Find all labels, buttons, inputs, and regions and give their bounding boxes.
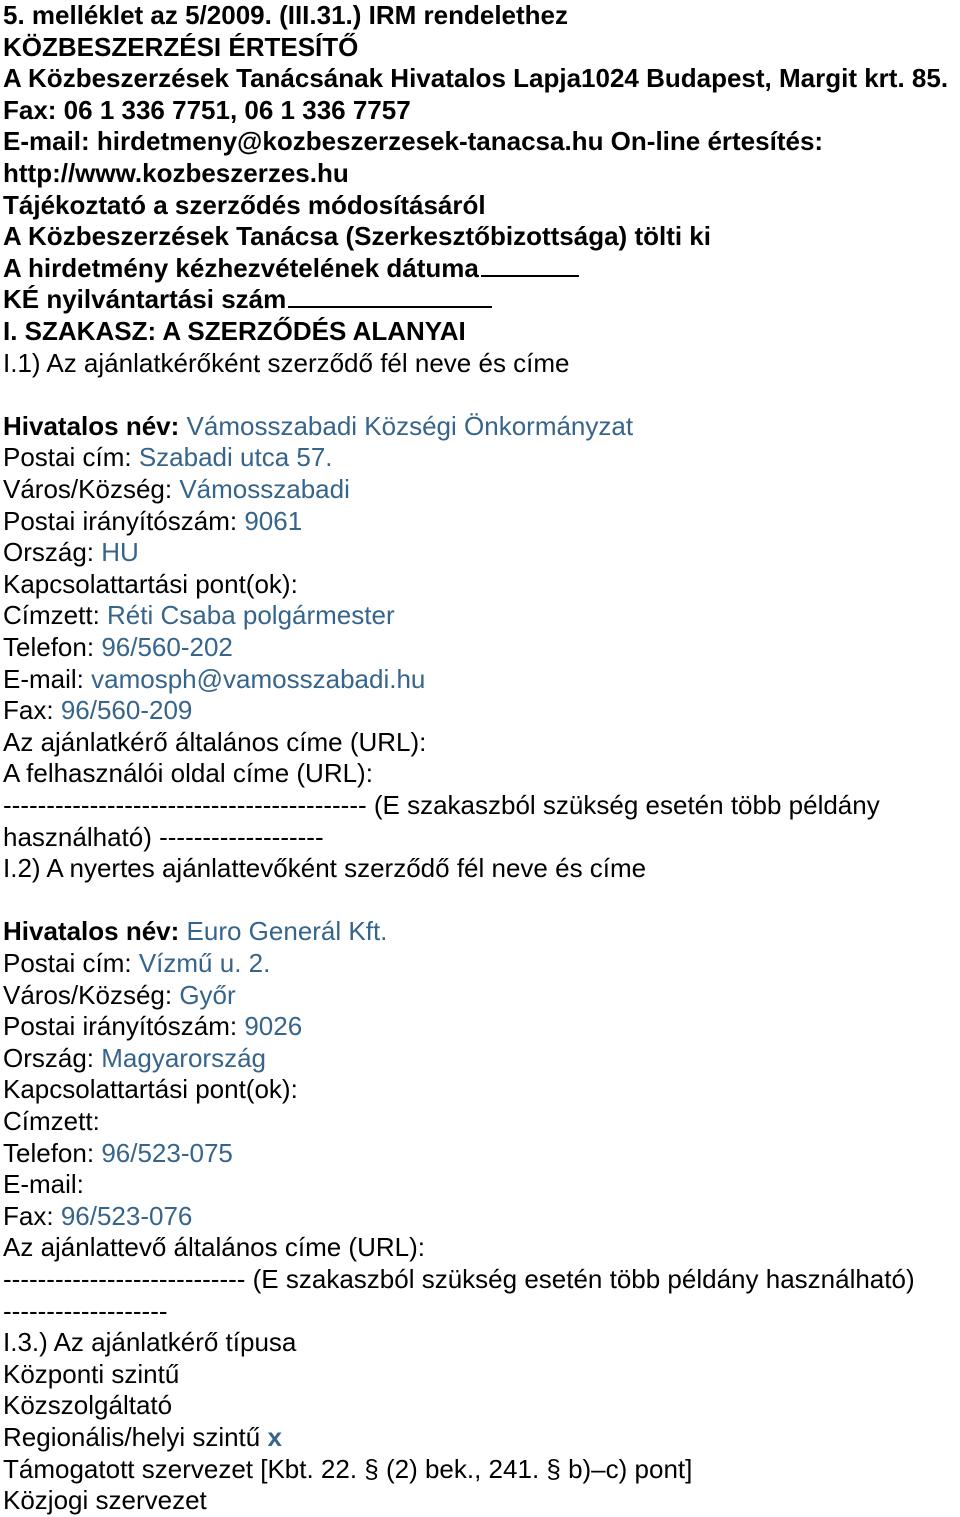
- ke-number-row: [3, 284, 492, 316]
- fax-value: 96/523-076: [60, 1200, 193, 1231]
- town-label: Város/Község:: [3, 979, 173, 1010]
- received-date-label: A hirdetmény kézhezvételének dátuma: [3, 252, 479, 283]
- ca-email-row: [3, 664, 425, 696]
- fax-value: 96/560-209: [60, 695, 193, 726]
- journal-title: KÖZBESZERZÉSI ÉRTESÍTŐ: [3, 31, 359, 62]
- annex-reference: 5. melléklet az 5/2009. (III.31.) IRM rendelethez: [3, 0, 569, 30]
- country-value: Magyarország: [101, 1042, 266, 1073]
- country-label: Ország:: [3, 1042, 95, 1073]
- ca-postal-address-row: [3, 442, 333, 474]
- attention-value: Réti Csaba polgármester: [107, 600, 395, 631]
- phone-label: Telefon:: [3, 632, 95, 662]
- town-value: Vámosszabadi: [179, 474, 350, 504]
- authority-type-option: [3, 1390, 172, 1422]
- filled-by-line: A Közbeszerzések Tanácsa (Szerkesztőbizottsága) tölti ki: [3, 221, 711, 252]
- postal-address-label: Postai cím:: [3, 948, 132, 978]
- wt-email-label: E-mail:: [3, 1169, 84, 1200]
- ke-number-blank: [288, 284, 492, 308]
- wt-separator-1: ---------------------------- (E szakaszból szükség esetén több példány használható): [3, 1264, 915, 1294]
- postcode-value: 9026: [244, 1011, 303, 1042]
- section-1-heading: I. SZAKASZ: A SZERZŐDÉS ALANYAI: [3, 316, 466, 346]
- ca-buyer-profile-label: A felhasználói oldal címe (URL):: [3, 758, 373, 789]
- wt-separator-2: -------------------: [3, 1295, 168, 1326]
- option-label: Központi szintű: [3, 1358, 180, 1389]
- selected-mark: x: [267, 1422, 282, 1452]
- authority-type-option: [3, 1422, 282, 1454]
- wt-fax-row: [3, 1201, 192, 1233]
- received-date-blank: [481, 253, 579, 277]
- section-1-3-heading: I.3.) Az ajánlatkérő típusa: [3, 1327, 297, 1358]
- country-label: Ország:: [3, 537, 95, 568]
- ca-town-row: [3, 474, 350, 506]
- ca-fax-row: [3, 695, 192, 727]
- option-label: Támogatott szervezet [Kbt. 22. § (2) bek., 241. § b)–c) pont]: [3, 1453, 693, 1484]
- email-line: E-mail: hirdetmeny@kozbeszerzesek-tanacsa.hu On-line értesítés:: [3, 126, 824, 157]
- option-label: Közszolgáltató: [3, 1390, 173, 1421]
- option-label: Közjogi szervezet: [3, 1485, 207, 1516]
- email-label: E-mail:: [3, 663, 84, 694]
- town-label: Város/Község:: [3, 474, 173, 504]
- publisher-line: A Közbeszerzések Tanácsának Hivatalos Lapja1024 Budapest, Margit krt. 85.: [3, 63, 949, 94]
- ke-number-label: KÉ nyilvántartási szám: [3, 284, 287, 315]
- section-1-2-heading: I.2) A nyertes ajánlattevőként szerződő fél neve és címe: [3, 853, 647, 884]
- ca-separator-1: ------------------------------------------ (E szakaszból szükség esetén több példány: [3, 790, 880, 820]
- postcode-label: Postai irányítószám:: [3, 1011, 238, 1042]
- fax-label: Fax:: [3, 1200, 54, 1231]
- fax-label: Fax:: [3, 695, 54, 726]
- wt-attention-label: Címzett:: [3, 1106, 100, 1136]
- wt-postcode-row: [3, 1011, 302, 1043]
- section-1-1-heading: I.1) Az ajánlatkérőként szerződő fél neve és címe: [3, 347, 570, 378]
- phone-label: Telefon:: [3, 1137, 95, 1168]
- wt-postal-address-row: [3, 948, 270, 980]
- ca-phone-row: [3, 632, 233, 664]
- postal-address-value: Szabadi utca 57.: [138, 442, 333, 473]
- ca-general-url-label: Az ajánlatkérő általános címe (URL):: [3, 726, 427, 757]
- wt-country-row: [3, 1043, 266, 1075]
- official-name-label: Hivatalos név:: [3, 916, 180, 947]
- authority-type-option: [3, 1485, 207, 1517]
- ca-country-row: [3, 537, 139, 569]
- wt-contact-label: Kapcsolattartási pont(ok):: [3, 1074, 298, 1105]
- ca-contact-label: Kapcsolattartási pont(ok):: [3, 568, 298, 599]
- authority-type-option: [3, 1454, 692, 1486]
- ca-official-name-row: [3, 411, 633, 443]
- wt-official-name-row: [3, 916, 387, 948]
- option-label: Regionális/helyi szintű: [3, 1422, 261, 1452]
- wt-phone-row: [3, 1138, 233, 1170]
- official-name-value: Euro Generál Kft.: [186, 916, 388, 947]
- ca-postcode-row: [3, 506, 302, 538]
- received-date-row: [3, 253, 579, 285]
- ca-attention-row: [3, 600, 395, 632]
- postcode-value: 9061: [244, 505, 303, 536]
- authority-type-option: [3, 1359, 179, 1391]
- attention-label: Címzett:: [3, 600, 100, 631]
- wt-town-row: [3, 980, 236, 1012]
- email-value[interactable]: vamosph@vamosszabadi.hu: [91, 663, 426, 694]
- fax-line: Fax: 06 1 336 7751, 06 1 336 7757: [3, 94, 411, 125]
- postcode-label: Postai irányítószám:: [3, 505, 238, 536]
- wt-general-url-label: Az ajánlattevő általános címe (URL):: [3, 1232, 425, 1263]
- country-value: HU: [101, 537, 139, 568]
- phone-value: 96/523-075: [101, 1137, 233, 1168]
- postal-address-value: Vízmű u. 2.: [138, 948, 271, 978]
- website-link[interactable]: http://www.kozbeszerzes.hu: [3, 158, 349, 188]
- notice-title: Tájékoztató a szerződés módosításáról: [3, 189, 486, 220]
- phone-value: 96/560-202: [101, 632, 233, 662]
- postal-address-label: Postai cím:: [3, 442, 132, 473]
- town-value: Győr: [179, 979, 236, 1010]
- ca-separator-2: használható) -------------------: [3, 821, 324, 852]
- official-name-label: Hivatalos név:: [3, 410, 180, 441]
- official-name-value: Vámosszabadi Községi Önkormányzat: [186, 410, 634, 441]
